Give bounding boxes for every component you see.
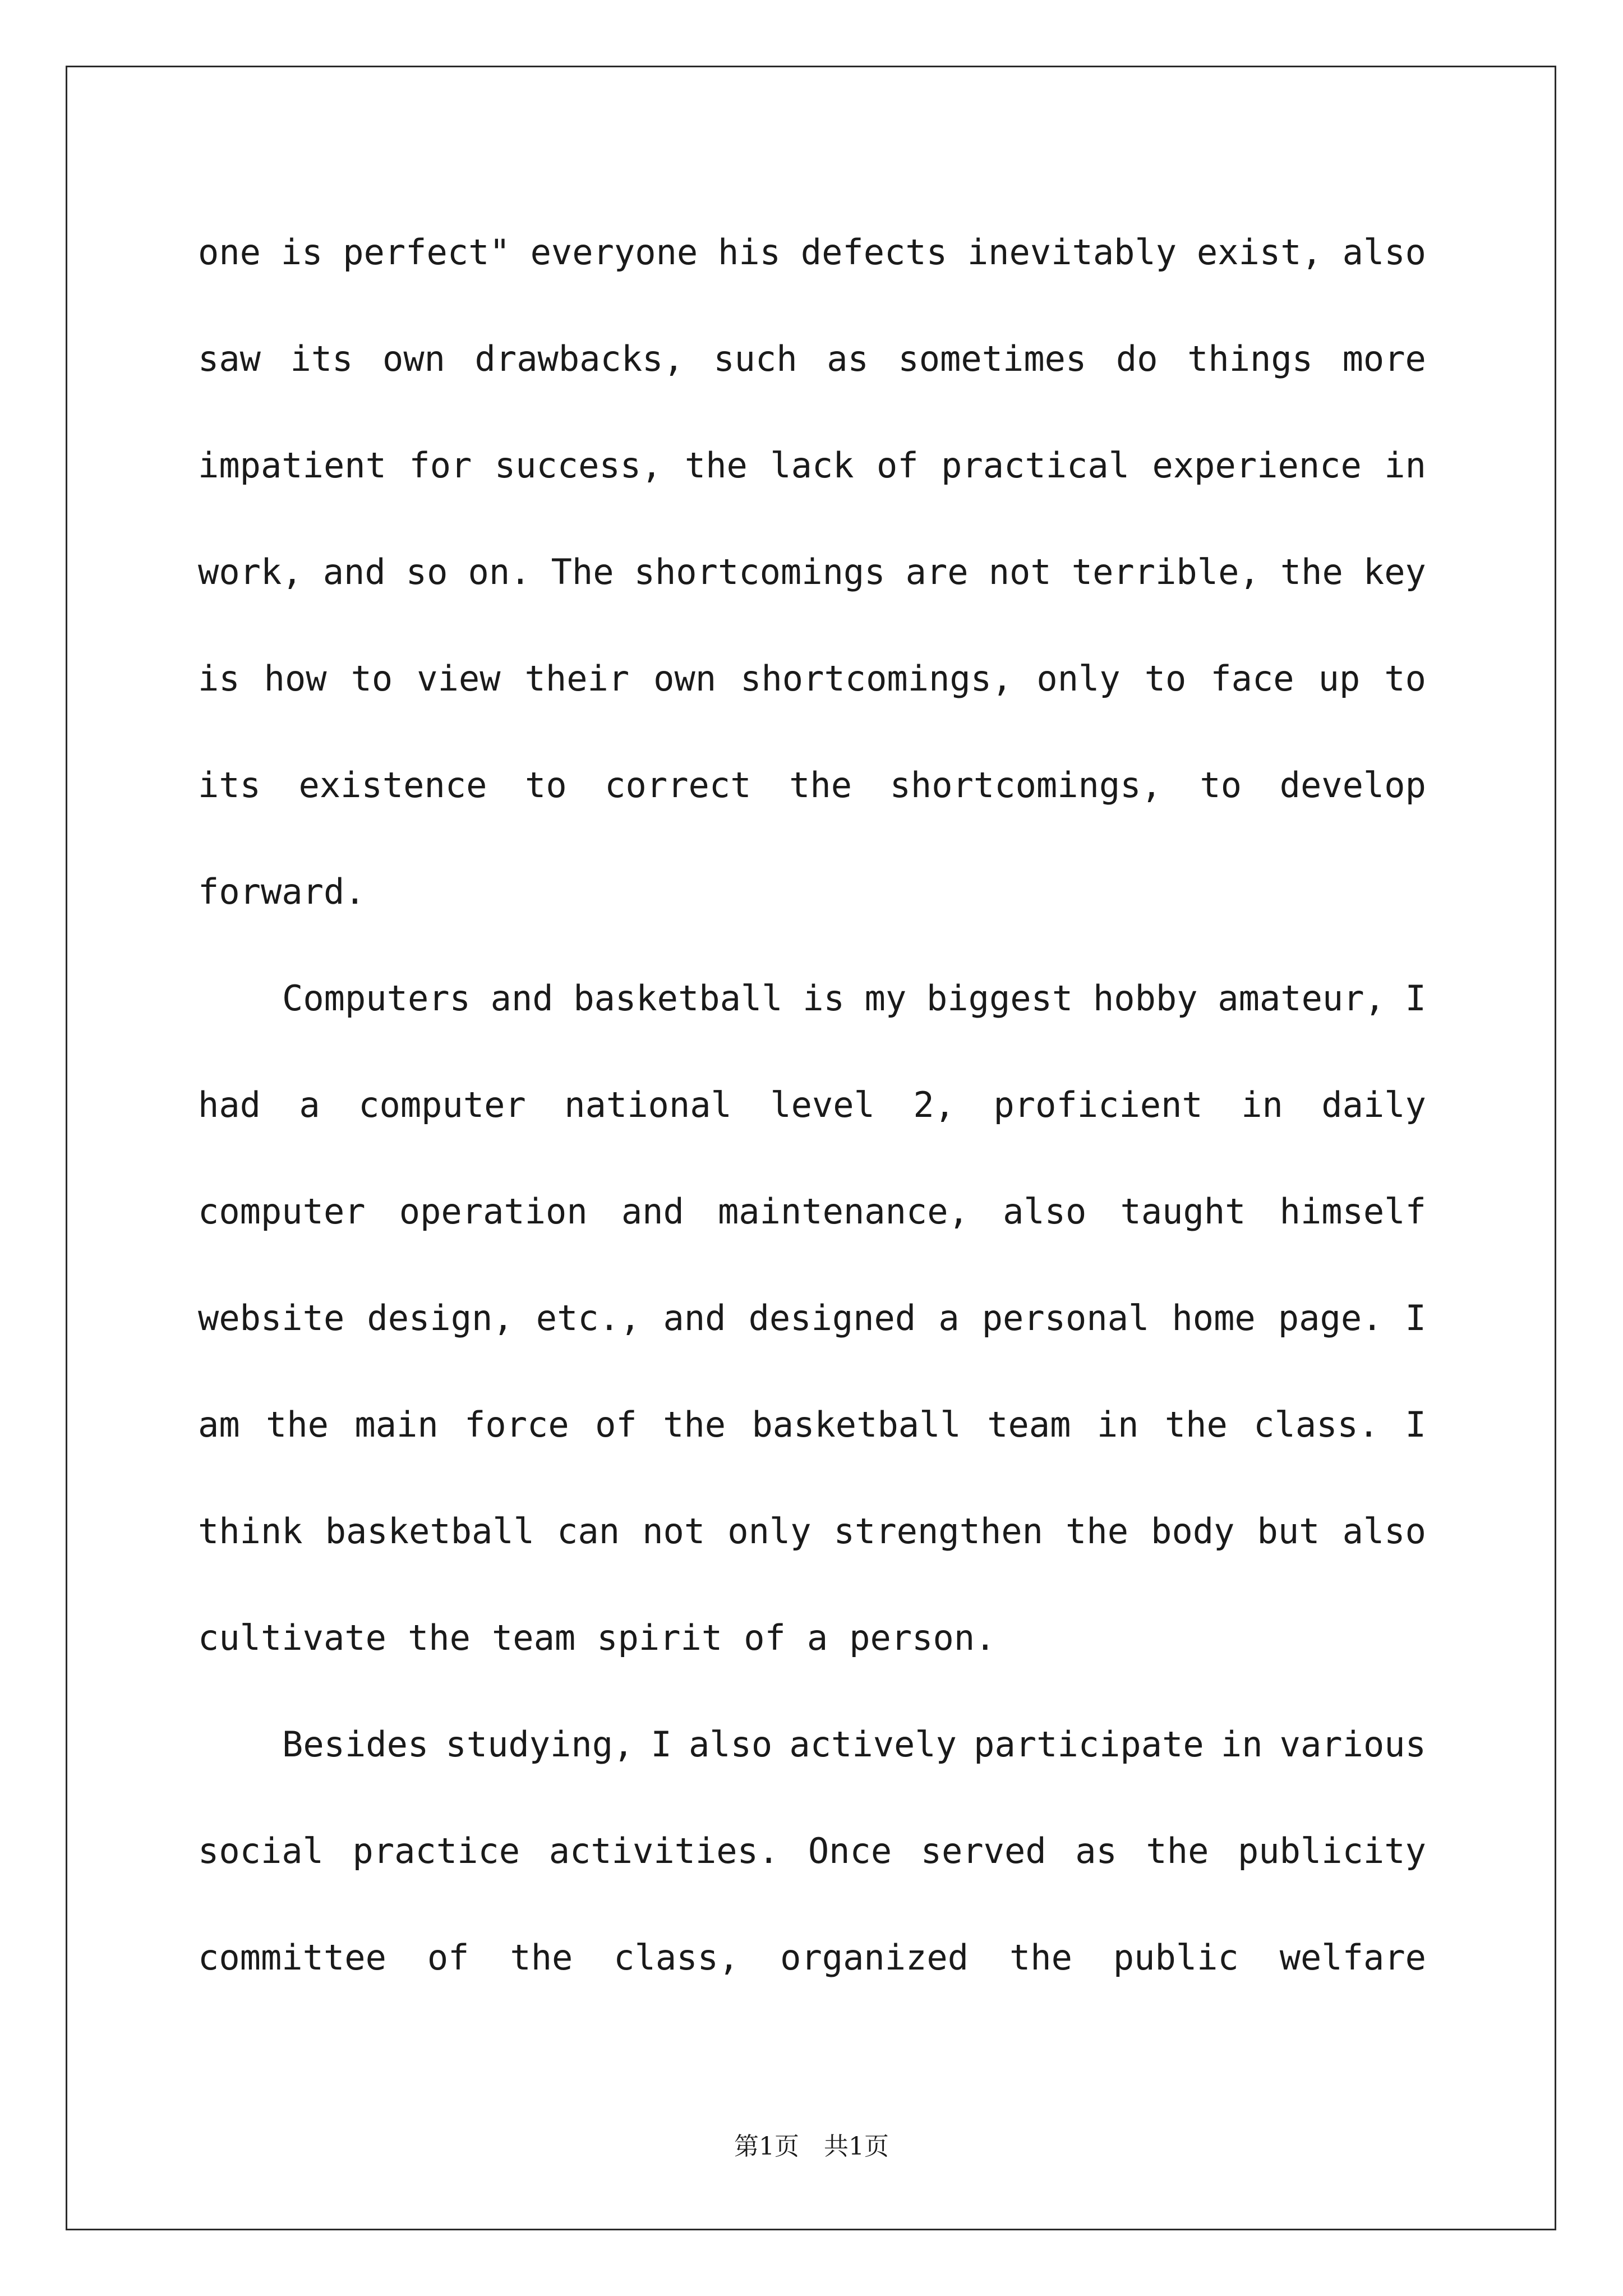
word: 2, bbox=[913, 1084, 956, 1125]
word: impatient bbox=[198, 445, 386, 486]
word: basketball bbox=[751, 1404, 961, 1445]
word: but bbox=[1257, 1511, 1320, 1552]
word: one bbox=[198, 232, 261, 273]
word: welfare bbox=[1279, 1937, 1426, 1978]
paragraph bbox=[198, 965, 1426, 1711]
text-line bbox=[198, 539, 1426, 645]
text-line bbox=[198, 965, 1426, 1071]
word: studying, bbox=[445, 1724, 634, 1765]
word: personal bbox=[981, 1297, 1150, 1338]
word: force bbox=[464, 1404, 569, 1445]
word: the bbox=[266, 1404, 329, 1445]
word: website bbox=[198, 1297, 345, 1338]
word: everyone bbox=[530, 232, 698, 273]
word: exist, bbox=[1196, 232, 1322, 273]
word: up bbox=[1318, 658, 1361, 699]
word: I bbox=[651, 1724, 672, 1765]
text-line bbox=[198, 752, 1426, 858]
word: practical bbox=[941, 445, 1130, 486]
word: in bbox=[1220, 1724, 1263, 1765]
word: designed bbox=[748, 1297, 916, 1338]
word: of bbox=[427, 1937, 469, 1978]
word: the bbox=[407, 1617, 471, 1658]
word: design, bbox=[367, 1297, 514, 1338]
text-line bbox=[198, 645, 1426, 752]
word: public bbox=[1113, 1937, 1239, 1978]
paragraph bbox=[198, 219, 1426, 965]
word: defects bbox=[800, 232, 948, 273]
word: main bbox=[354, 1404, 439, 1445]
word: and bbox=[663, 1297, 726, 1338]
word: person. bbox=[849, 1617, 996, 1658]
word: only bbox=[1036, 658, 1121, 699]
word: social bbox=[198, 1830, 324, 1871]
word: lack bbox=[770, 445, 854, 486]
word: own bbox=[382, 338, 446, 379]
word: in bbox=[1384, 445, 1426, 486]
word: basketball bbox=[325, 1511, 535, 1552]
word: also bbox=[1342, 1511, 1426, 1552]
word: more bbox=[1342, 338, 1426, 379]
word: view bbox=[417, 658, 501, 699]
paragraph bbox=[198, 1711, 1426, 2031]
word: actively bbox=[789, 1724, 957, 1765]
word: organized bbox=[780, 1937, 969, 1978]
word: is bbox=[198, 658, 240, 699]
word: saw bbox=[198, 338, 261, 379]
word: amateur, bbox=[1218, 978, 1385, 1019]
text-line bbox=[198, 858, 1426, 965]
word: activities. bbox=[548, 1830, 780, 1871]
word: to bbox=[1200, 765, 1242, 806]
word: biggest bbox=[926, 978, 1073, 1019]
word: to bbox=[525, 765, 567, 806]
word: to bbox=[351, 658, 393, 699]
word: its bbox=[290, 338, 353, 379]
word: also bbox=[1342, 232, 1426, 273]
word: also bbox=[688, 1724, 773, 1765]
word: various bbox=[1279, 1724, 1426, 1765]
word: shortcomings bbox=[634, 551, 886, 592]
word: a bbox=[299, 1084, 320, 1125]
word: I bbox=[1405, 1404, 1426, 1445]
word: own bbox=[653, 658, 717, 699]
word: publicity bbox=[1237, 1830, 1426, 1871]
word: do bbox=[1115, 338, 1158, 379]
word: The bbox=[551, 551, 614, 592]
word: so bbox=[405, 551, 448, 592]
page-footer: 第1页 共1页 bbox=[734, 2132, 889, 2161]
word: maintenance, bbox=[717, 1191, 969, 1232]
word: key bbox=[1363, 551, 1426, 592]
word: national bbox=[564, 1084, 732, 1125]
word: the bbox=[684, 445, 748, 486]
word: cultivate bbox=[198, 1617, 386, 1658]
word: strengthen bbox=[833, 1511, 1043, 1552]
word: sometimes bbox=[898, 338, 1087, 379]
word: practice bbox=[352, 1830, 520, 1871]
word: the bbox=[1066, 1511, 1129, 1552]
word: the bbox=[663, 1404, 726, 1445]
word: how bbox=[264, 658, 327, 699]
word: work, bbox=[198, 551, 303, 592]
word: himself bbox=[1279, 1191, 1426, 1232]
word: of bbox=[877, 445, 919, 486]
word: for bbox=[409, 445, 472, 486]
word: the bbox=[789, 765, 852, 806]
word: and bbox=[621, 1191, 684, 1232]
word: operation bbox=[399, 1191, 588, 1232]
text-line bbox=[198, 432, 1426, 539]
word: proficient bbox=[993, 1084, 1203, 1125]
word: a bbox=[806, 1617, 828, 1658]
word: as bbox=[827, 338, 869, 379]
word: I bbox=[1405, 978, 1426, 1019]
word: spirit bbox=[597, 1617, 723, 1658]
word: of bbox=[744, 1617, 786, 1658]
word: is bbox=[280, 232, 323, 273]
text-line bbox=[198, 1818, 1426, 1924]
word: the bbox=[1146, 1830, 1209, 1871]
text-line bbox=[198, 1285, 1426, 1391]
word: existence bbox=[298, 765, 487, 806]
word: daily bbox=[1321, 1084, 1426, 1125]
word: experience bbox=[1152, 445, 1362, 486]
word: team bbox=[987, 1404, 1071, 1445]
word: the bbox=[510, 1937, 573, 1978]
document-body bbox=[198, 219, 1426, 2031]
word: forward. bbox=[198, 871, 366, 912]
word: Computers bbox=[282, 978, 471, 1019]
word: the bbox=[1164, 1404, 1228, 1445]
word: is bbox=[803, 978, 845, 1019]
word: his bbox=[718, 232, 781, 273]
word: of bbox=[595, 1404, 637, 1445]
word: correct bbox=[605, 765, 751, 806]
word: think bbox=[198, 1511, 303, 1552]
word: perfect" bbox=[343, 232, 510, 273]
word: and bbox=[322, 551, 386, 592]
text-line bbox=[198, 1924, 1426, 2031]
word: their bbox=[524, 658, 630, 699]
text-line bbox=[198, 1498, 1426, 1604]
word: basketball bbox=[573, 978, 783, 1019]
word: team bbox=[491, 1617, 576, 1658]
word: the bbox=[1009, 1937, 1072, 1978]
word: face bbox=[1210, 658, 1294, 699]
word: in bbox=[1241, 1084, 1283, 1125]
word: inevitably bbox=[967, 232, 1177, 273]
text-line bbox=[198, 1071, 1426, 1178]
word: body bbox=[1151, 1511, 1235, 1552]
word: develop bbox=[1279, 765, 1426, 806]
word: its bbox=[198, 765, 261, 806]
text-line bbox=[198, 1711, 1426, 1818]
word: not bbox=[988, 551, 1052, 592]
word: as bbox=[1075, 1830, 1117, 1871]
word: a bbox=[938, 1297, 960, 1338]
word: class. bbox=[1253, 1404, 1380, 1445]
word: shortcomings, bbox=[889, 765, 1162, 806]
word: served bbox=[920, 1830, 1046, 1871]
word: hobby bbox=[1092, 978, 1198, 1019]
word: shortcomings, bbox=[740, 658, 1013, 699]
word: such bbox=[713, 338, 797, 379]
word: class, bbox=[614, 1937, 740, 1978]
word: Besides bbox=[282, 1724, 429, 1765]
word: success, bbox=[494, 445, 662, 486]
word: I bbox=[1405, 1297, 1426, 1338]
word: on. bbox=[468, 551, 531, 592]
word: are bbox=[905, 551, 969, 592]
word: computer bbox=[358, 1084, 526, 1125]
word: taught bbox=[1120, 1191, 1246, 1232]
word: level bbox=[770, 1084, 875, 1125]
word: terrible, bbox=[1071, 551, 1260, 592]
text-line bbox=[198, 325, 1426, 432]
word: Once bbox=[808, 1830, 892, 1871]
word: to bbox=[1144, 658, 1187, 699]
word: things bbox=[1187, 338, 1313, 379]
word: can bbox=[557, 1511, 620, 1552]
word: etc., bbox=[536, 1297, 641, 1338]
word: had bbox=[198, 1084, 261, 1125]
word: computer bbox=[198, 1191, 366, 1232]
text-line bbox=[198, 219, 1426, 325]
word: not bbox=[642, 1511, 706, 1552]
word: in bbox=[1096, 1404, 1139, 1445]
text-line bbox=[198, 1391, 1426, 1498]
text-line bbox=[198, 1178, 1426, 1285]
word: and bbox=[490, 978, 554, 1019]
word: committee bbox=[198, 1937, 386, 1978]
word: only bbox=[727, 1511, 811, 1552]
word: am bbox=[198, 1404, 240, 1445]
text-line bbox=[198, 1604, 1426, 1711]
word: also bbox=[1003, 1191, 1087, 1232]
word: the bbox=[1280, 551, 1343, 592]
word: home bbox=[1172, 1297, 1256, 1338]
word: drawbacks, bbox=[474, 338, 684, 379]
word: to bbox=[1384, 658, 1426, 699]
word: participate bbox=[974, 1724, 1204, 1765]
word: page. bbox=[1278, 1297, 1383, 1338]
word: my bbox=[864, 978, 907, 1019]
